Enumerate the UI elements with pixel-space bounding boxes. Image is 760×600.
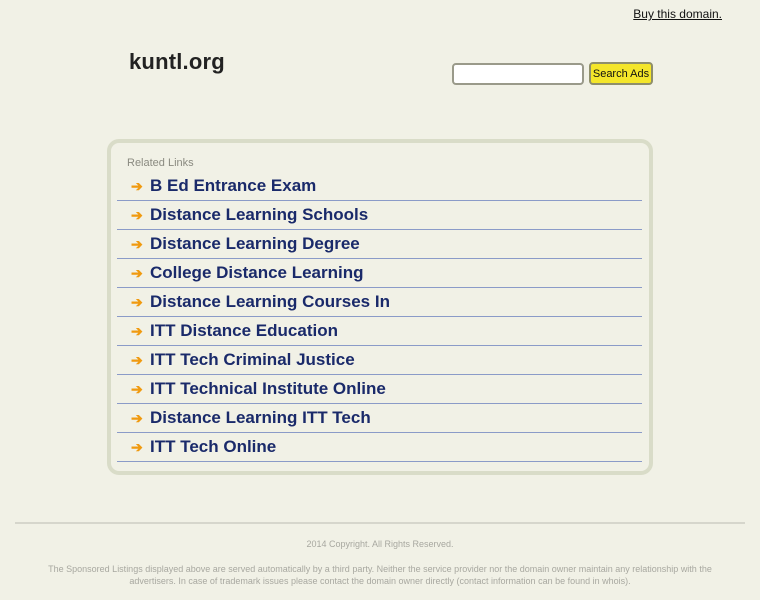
right-arrow-icon: ➔ [131, 264, 143, 281]
related-link[interactable] [117, 346, 642, 375]
related-link[interactable] [117, 230, 642, 259]
related-links-list [117, 172, 642, 462]
related-link[interactable] [117, 433, 642, 462]
right-arrow-icon: ➔ [131, 322, 143, 339]
related-link[interactable] [117, 201, 642, 230]
related-link-label[interactable]: ITT Distance Education [150, 321, 338, 340]
search-input[interactable] [452, 63, 584, 85]
right-arrow-icon: ➔ [131, 351, 143, 368]
right-arrow-icon: ➔ [131, 235, 143, 252]
right-arrow-icon: ➔ [131, 380, 143, 397]
related-link-label[interactable]: B Ed Entrance Exam [150, 176, 317, 195]
right-arrow-icon: ➔ [131, 293, 143, 310]
buy-domain-link[interactable]: Buy this domain. [633, 7, 722, 21]
related-link-label[interactable]: Distance Learning ITT Tech [150, 408, 371, 427]
search-ads-button[interactable]: Search Ads [589, 62, 653, 85]
footer-divider [15, 522, 745, 524]
related-link-label[interactable]: ITT Tech Online [150, 437, 277, 456]
related-link[interactable] [117, 288, 642, 317]
related-links-panel [107, 139, 653, 475]
related-link-label[interactable]: College Distance Learning [150, 263, 364, 282]
related-link-label[interactable]: Distance Learning Degree [150, 234, 360, 253]
copyright-text: 2014 Copyright. All Rights Reserved. [306, 539, 454, 549]
related-link[interactable] [117, 404, 642, 433]
right-arrow-icon: ➔ [131, 177, 143, 194]
right-arrow-icon: ➔ [131, 409, 143, 426]
site-title: kuntl.org [129, 49, 225, 74]
related-link[interactable] [117, 172, 642, 201]
related-link[interactable] [117, 375, 642, 404]
related-link[interactable] [117, 317, 642, 346]
right-arrow-icon: ➔ [131, 206, 143, 223]
related-link-label[interactable]: Distance Learning Schools [150, 205, 369, 224]
related-link[interactable] [117, 259, 642, 288]
disclaimer-text: The Sponsored Listings displayed above are served automatically by a third party. Neither the service provider nor the domain owner maintain any relationship with the advertisers. In case of trademark issues please contact the domain owner directly (contact information can be found in whois). [48, 564, 712, 586]
related-link-label[interactable]: Distance Learning Courses In [150, 292, 390, 311]
related-links-heading: Related Links [127, 157, 194, 169]
right-arrow-icon: ➔ [131, 438, 143, 455]
related-link-label[interactable]: ITT Technical Institute Online [150, 379, 386, 398]
related-link-label[interactable]: ITT Tech Criminal Justice [150, 350, 355, 369]
